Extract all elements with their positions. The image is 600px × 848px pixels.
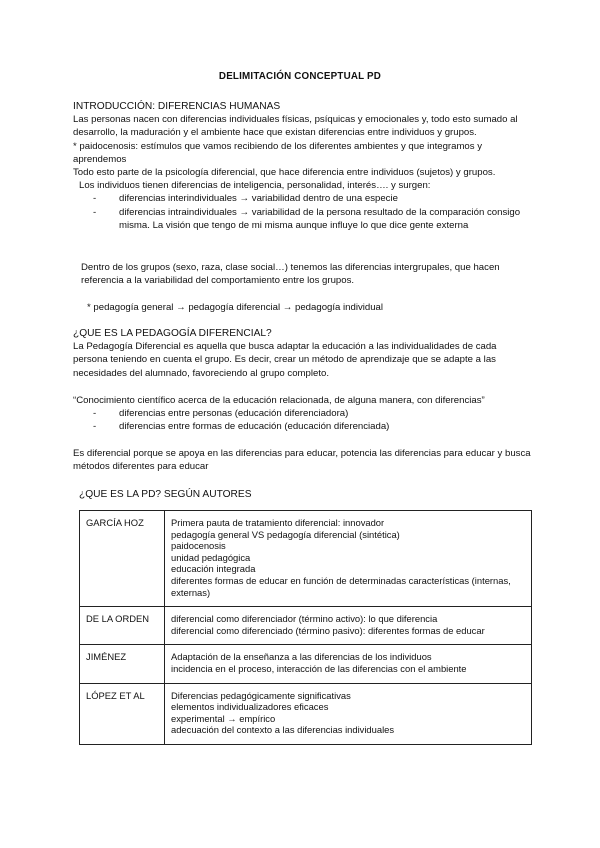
- description-line: elementos individualizadores eficaces: [171, 701, 329, 713]
- authors-heading-block: [79, 488, 539, 501]
- description-line: diferentes formas de educar en función de determinadas características (internas, externas): [171, 574, 511, 598]
- what-paragraph-1: La Pedagogía Diferencial es aquella que busca adaptar la educación a las individualidades de cada persona teniendo en cuenta el grupo. Es decir, crear un método de aprendizaje que se adapte a las necesidades del alumnado, favoreciendo al grupo completo.: [73, 341, 497, 379]
- description-line: experimental → empírico: [171, 712, 276, 724]
- author-name: DE LA ORDEN: [80, 607, 165, 645]
- authors-table: [79, 510, 532, 745]
- table-row: [80, 607, 532, 645]
- intro-paragraph-6: * pedagogía general → pedagogía diferencial → pedagogía individual: [87, 302, 384, 313]
- author-name: LÓPEZ ET AL: [80, 683, 165, 744]
- what-quote: “Conocimiento científico acerca de la educación relacionada, de alguna manera, con diferencias”: [73, 395, 485, 406]
- description-line: unidad pedagógica: [171, 551, 251, 563]
- description-line: pedagogía general VS pedagogía diferencial (sintética): [171, 528, 400, 540]
- table-row: [80, 511, 532, 607]
- description-line: diferencial como diferenciador (término activo): lo que diferencia: [171, 613, 438, 625]
- description-line: adecuación del contexto a las diferencias individuales: [171, 724, 395, 736]
- author-description: [165, 607, 532, 645]
- intro-heading: INTRODUCCIÓN: DIFERENCIAS HUMANAS: [73, 101, 281, 112]
- description-line: incidencia en el proceso, interacción de las diferencias con el ambiente: [171, 662, 467, 674]
- authors-heading: ¿QUE ES LA PD? SEGÚN AUTORES: [79, 489, 252, 500]
- description-line: educación integrada: [171, 563, 256, 575]
- document-title: DELIMITACIÓN CONCEPTUAL PD: [218, 71, 382, 82]
- intro-paragraph-5: Dentro de los grupos (sexo, raza, clase social…) tenemos las diferencias intergrupales, que hacen referencia a la variabilidad del comportamiento entre los grupos.: [81, 262, 500, 287]
- what-list: [73, 407, 533, 433]
- description-line: diferencial como diferenciado (término pasivo): diferentes formas de educar: [171, 624, 485, 636]
- list-item: - diferencias entre personas (educación diferenciadora): [93, 407, 533, 420]
- description-line: Primera pauta de tratamiento diferencial: innovador: [171, 517, 385, 528]
- description-line: Diferencias pedagógicamente significativas: [171, 689, 351, 701]
- intro-groups-paragraph: [73, 261, 533, 287]
- intro-paragraph-1: Las personas nacen con diferencias individuales físicas, psíquicas y emocionales y, todo esto sumado al desarrollo, la maduración y el ambiente hace que existan diferencias entre individuos y grupos.: [73, 114, 518, 139]
- intro-paragraph-3: Todo esto parte de la psicología diferencial, que hace diferencia entre individuos (sujetos) y grupos.: [73, 167, 496, 179]
- intro-arrow-line: [73, 301, 547, 314]
- author-name: GARCÍA HOZ: [80, 511, 165, 607]
- intro-paragraph-2: * paidocenosis: estímulos que vamos recibiendo de los diferentes ambientes y que integramos y aprendemos: [73, 140, 483, 165]
- list-item: - diferencias entre formas de educación (educación diferenciada): [93, 420, 533, 433]
- what-section: [73, 327, 533, 380]
- table-row: [80, 645, 532, 683]
- list-item: - diferencias intraindividuales → variabilidad de la persona resultado de la comparación consigo misma. La visión que tengo de mi misma aunque influye lo que dice gente externa: [93, 206, 533, 232]
- author-description: [165, 511, 532, 607]
- author-description: [165, 683, 532, 744]
- what-conclusion: [73, 447, 533, 473]
- intro-section: [73, 100, 533, 232]
- description-line: Adaptación de la enseñanza a las diferencias de los individuos: [171, 651, 432, 663]
- what-quote-section: [73, 394, 533, 434]
- author-name: JIMÉNEZ: [80, 645, 165, 683]
- intro-paragraph-4: Los individuos tienen diferencias de inteligencia, personalidad, interés…. y surgen:: [79, 180, 431, 192]
- intro-list: [73, 192, 533, 232]
- what-paragraph-3: Es diferencial porque se apoya en las diferencias para educar, potencia las diferencias para educar y busca métodos diferentes para educar: [73, 448, 531, 473]
- description-line: paidocenosis: [171, 540, 226, 552]
- list-item: - diferencias interindividuales → variabilidad dentro de una especie: [93, 192, 533, 205]
- author-description: [165, 645, 532, 683]
- table-row: [80, 683, 532, 744]
- what-heading: ¿QUE ES LA PEDAGOGÍA DIFERENCIAL?: [73, 328, 272, 339]
